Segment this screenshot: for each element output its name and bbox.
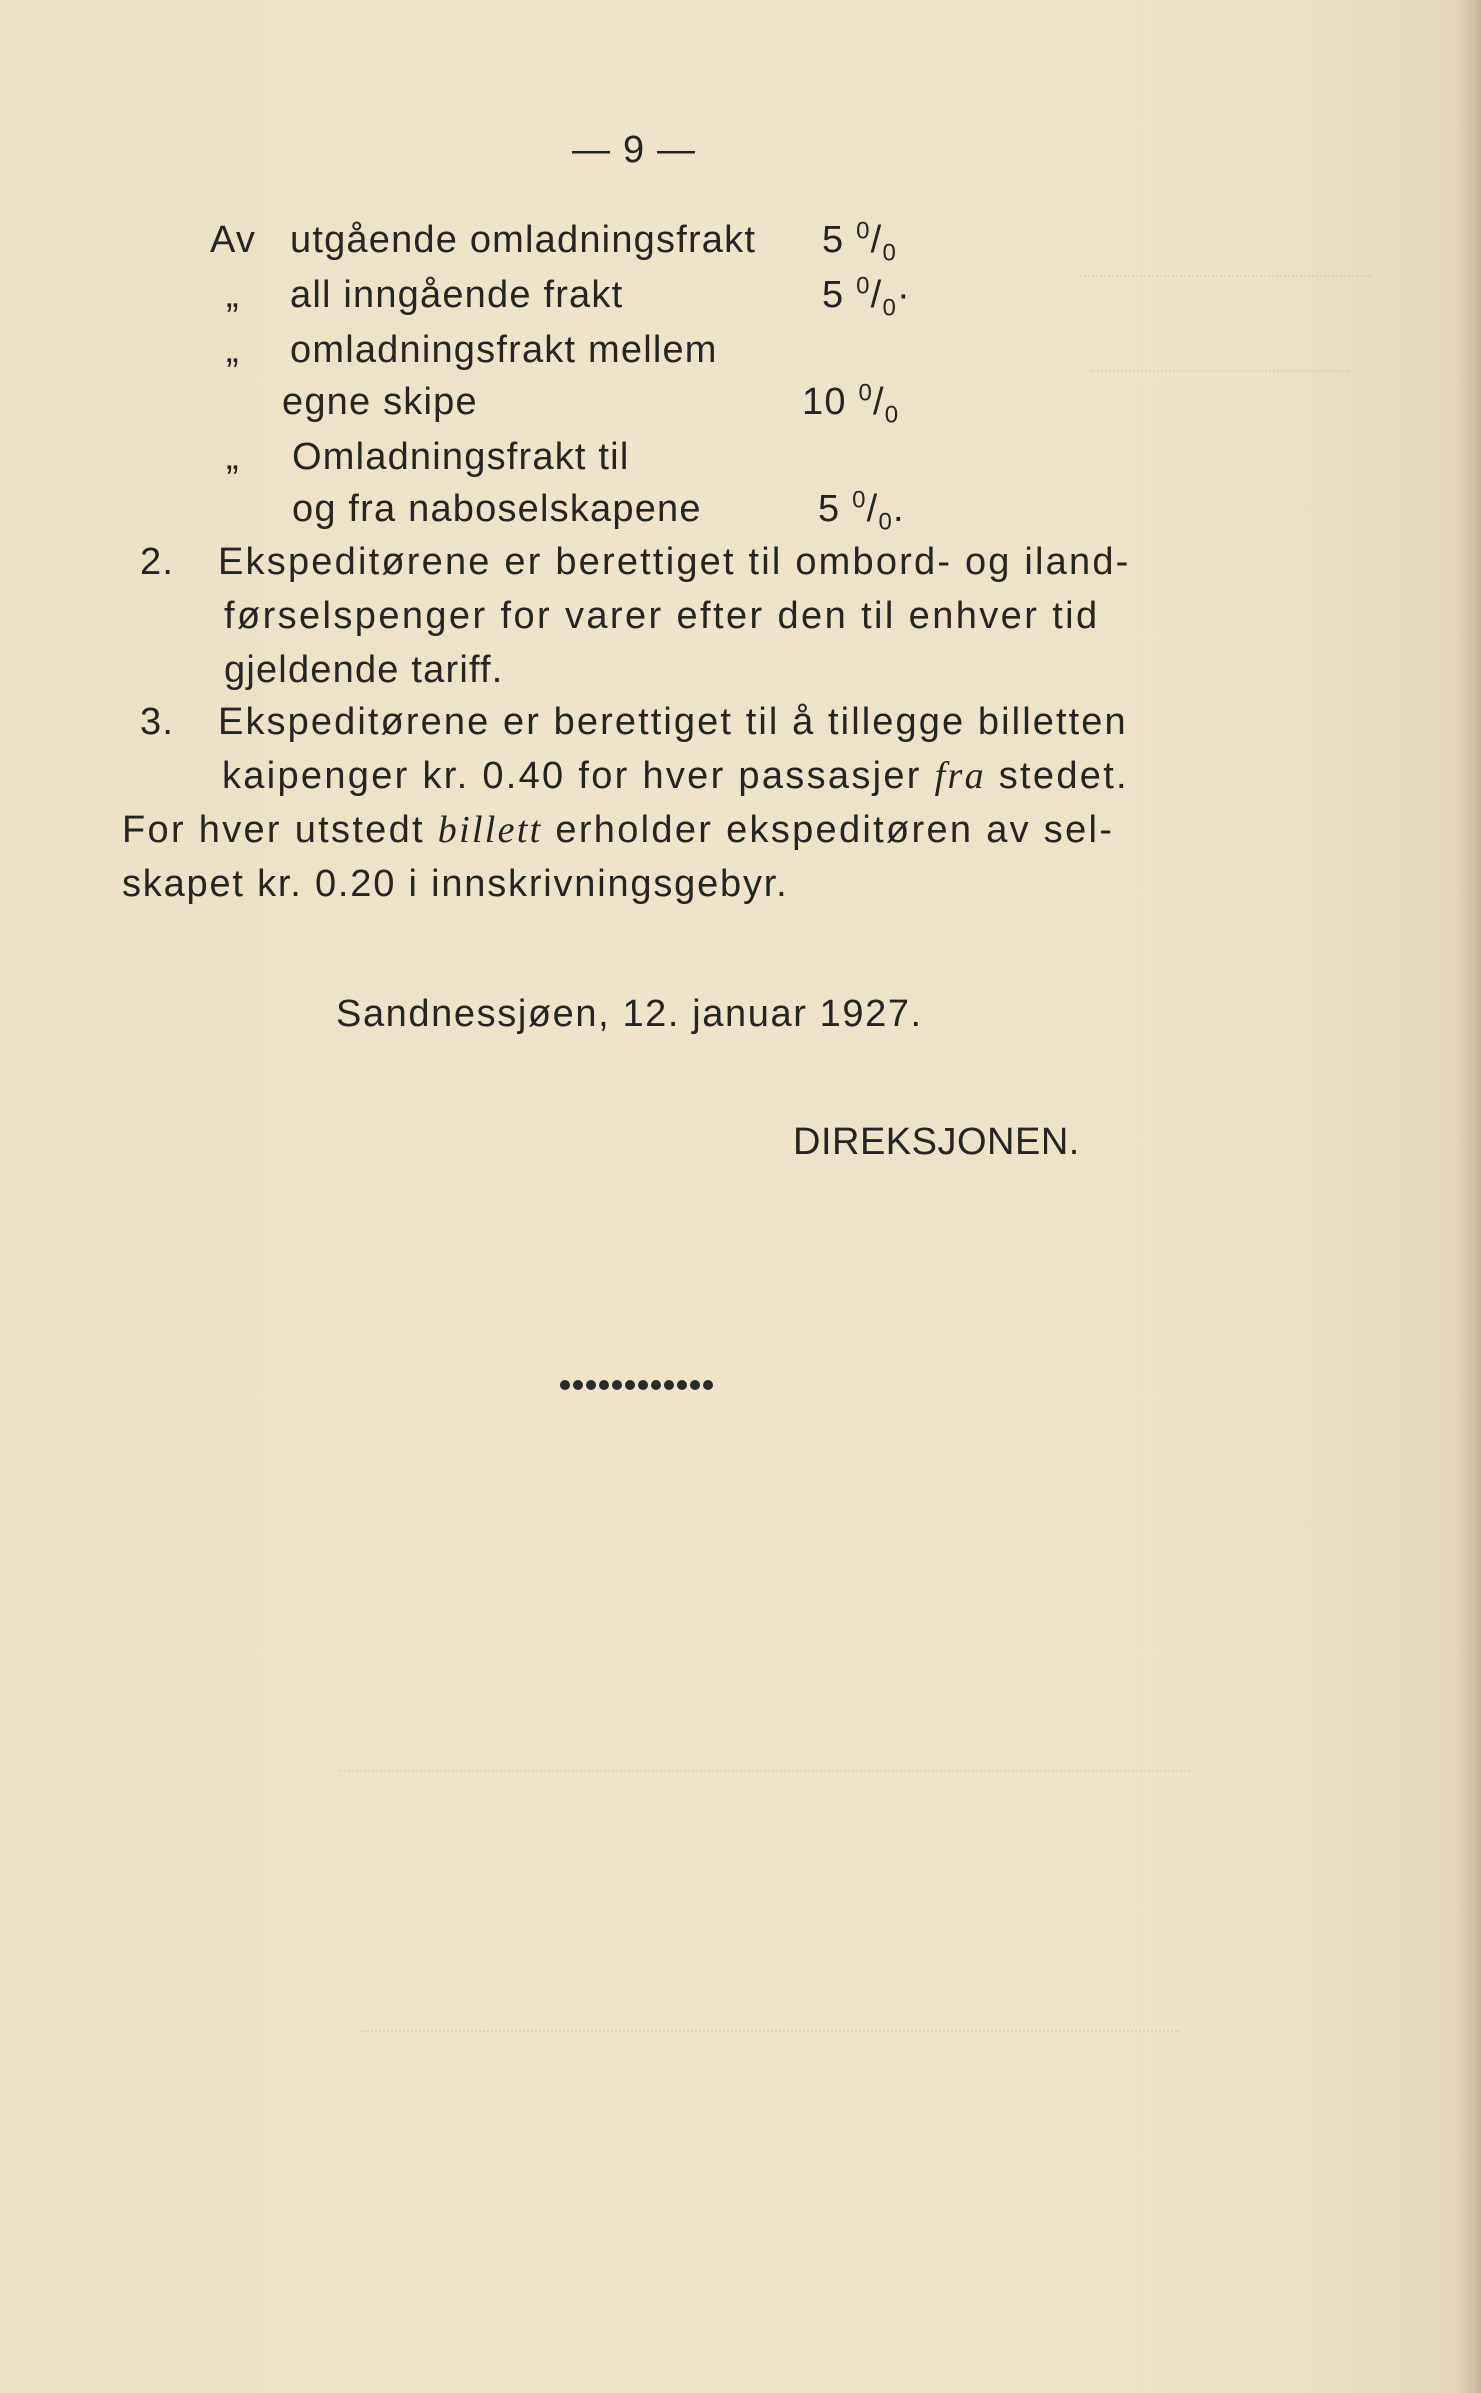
rate-prefix: „ [226, 436, 240, 478]
signature: DIREKSJONEN. [793, 1121, 1080, 1163]
rate-label: og fra naboselskapene [292, 488, 702, 530]
show-through-mark [360, 1990, 1180, 2032]
rate-label: utgående omladningsfrakt [290, 219, 757, 261]
ornament-dot [677, 1380, 687, 1390]
rate-value: 5 $^0/_0$ [822, 217, 897, 267]
section-line: Ekspeditørene er berettiget til å tillegge billetten [218, 701, 1128, 743]
rate-value: 5 $^0/_0$. [818, 486, 905, 536]
ornament-dot [651, 1380, 661, 1390]
rate-label: all inngående frakt [290, 274, 624, 316]
ornament-dot [599, 1380, 609, 1390]
section-line: gjeldende tariff. [224, 649, 504, 691]
ornament-dot [573, 1380, 583, 1390]
show-through-mark [340, 1710, 1190, 1772]
rate-label: Omladningsfrakt til [292, 436, 630, 478]
emphasis-text: fra [934, 755, 986, 797]
ornament-dot [625, 1380, 635, 1390]
emphasis-text: billett [437, 809, 543, 851]
closing-line: skapet kr. 0.20 i innskrivningsgebyr. [122, 863, 789, 905]
section-line: kaipenger kr. 0.40 for hver passasjer fra stedet. [222, 755, 1129, 797]
ornament-dot [586, 1380, 596, 1390]
rate-label: omladningsfrakt mellem [290, 329, 718, 371]
show-through-mark [1090, 330, 1350, 372]
rate-value: 10 $^0/_0$ [802, 379, 900, 429]
section-line: Ekspeditørene er berettiget til ombord- og iland- [218, 541, 1131, 583]
rate-prefix: Av [210, 219, 257, 261]
rate-label: egne skipe [282, 381, 478, 423]
ornament-dot [703, 1380, 713, 1390]
section-number: 3. [140, 701, 175, 743]
page-edge-shadow [1455, 0, 1481, 2393]
ornament-dots [560, 1380, 713, 1390]
ornament-dot [638, 1380, 648, 1390]
place-date: Sandnessjøen, 12. januar 1927. [336, 993, 923, 1035]
rate-prefix: „ [226, 274, 240, 316]
page-number: — 9 — [572, 129, 697, 171]
ornament-dot [664, 1380, 674, 1390]
ornament-dot [560, 1380, 570, 1390]
rate-prefix: „ [226, 329, 240, 371]
closing-line: For hver utstedt billett erholder ekspeditøren av sel- [122, 809, 1115, 851]
ornament-dot [690, 1380, 700, 1390]
rate-value: 5 $^0/_0\cdot$ [822, 272, 911, 322]
show-through-mark [1080, 235, 1370, 277]
section-line: førselspenger for varer efter den til enhver tid [224, 595, 1100, 637]
ornament-dot [612, 1380, 622, 1390]
section-number: 2. [140, 541, 175, 583]
